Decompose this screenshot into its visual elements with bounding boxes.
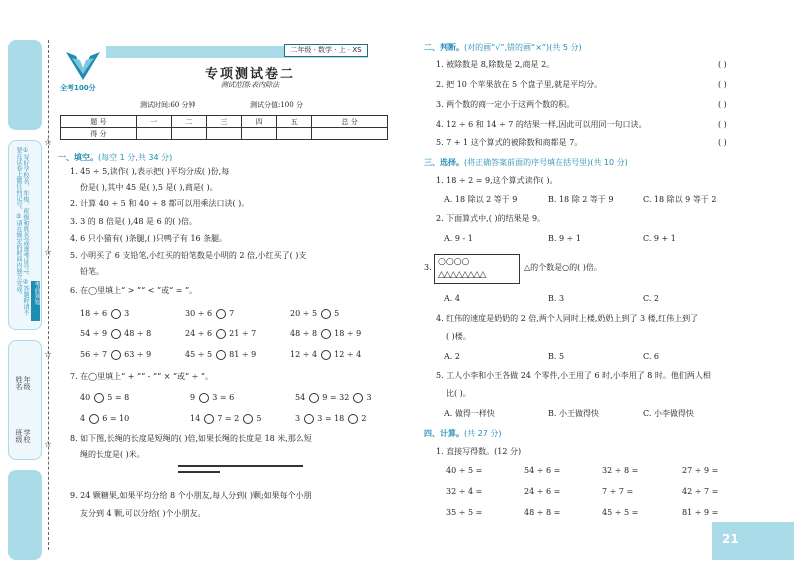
- q1-line1: 1. 45 ÷ 5,读作( ),表示把( )平均分成( )份,每: [70, 167, 230, 176]
- answer-circle[interactable]: [353, 393, 363, 403]
- answer-circle[interactable]: [204, 414, 214, 424]
- score-cell[interactable]: [171, 128, 206, 140]
- answer-circle[interactable]: [199, 393, 209, 403]
- sidebar-info-panel: [8, 340, 42, 460]
- long-rope: [178, 465, 303, 467]
- left-margin-sidebar: [8, 40, 42, 560]
- judge-item: 5. 7 + 1 这个算式的被除数和商都是 7。: [436, 138, 583, 147]
- q3: 3. 3 的 8 倍是( ),48 是 6 的( )倍。: [70, 217, 197, 226]
- compare-item: 20 ÷ 5 5: [290, 309, 340, 318]
- sidebar-notice-text: ①写好学校名、年级、班级和姓名(或准考证号)。②答题时请不要在试卷上做任何记号。③请在规定的时间内独立完成。: [15, 147, 29, 316]
- section-2-heading: 二、判断。(对的画“√”,错的画“×”)(共 5 分): [424, 43, 582, 52]
- answer-circle[interactable]: [309, 393, 319, 403]
- table-cell: 题 号: [61, 116, 137, 128]
- table-cell: 得 分: [61, 128, 137, 140]
- answer-circle[interactable]: [94, 393, 104, 403]
- test-time: 测试时间:60 分钟: [140, 101, 196, 109]
- calc-item: 32 ÷ 8 =: [602, 466, 639, 475]
- answer-circle[interactable]: [321, 329, 331, 339]
- option[interactable]: B. 5: [548, 352, 565, 361]
- table-row: [61, 116, 388, 128]
- compare-item: 48 ÷ 8 18 ÷ 9: [290, 329, 362, 338]
- calc-item: 35 ÷ 5 =: [446, 508, 483, 517]
- answer-circle[interactable]: [321, 350, 331, 360]
- table-row: [61, 128, 388, 140]
- q2: 2. 计算 40 ÷ 5 和 40 ÷ 8 都可以用乘法口诀( )。: [70, 199, 250, 208]
- answer-paren[interactable]: ( ): [718, 120, 727, 129]
- judge-item: 3. 两个数的商一定小于这两个数的积。: [436, 100, 575, 109]
- option[interactable]: C. 2: [643, 294, 660, 303]
- table-cell: 五: [277, 116, 312, 128]
- q7: 7. 在◯里填上“ + ”“ - ”“ × ”或“ ÷ ”。: [70, 372, 214, 381]
- calc-item: 42 ÷ 7 =: [682, 487, 719, 496]
- calc-item: 40 ÷ 5 =: [446, 466, 483, 475]
- option[interactable]: B. 小王做得快: [548, 409, 599, 418]
- operator-item: 54 9 = 32 3: [295, 393, 372, 402]
- operator-item: 9 3 = 6: [190, 393, 235, 402]
- compare-item: 56 ÷ 7 63 ÷ 9: [80, 350, 152, 359]
- operator-item: 40 5 = 8: [80, 393, 130, 402]
- sidebar-label-grade: 年级: [23, 376, 31, 390]
- calc-item: 27 ÷ 9 =: [682, 466, 719, 475]
- section-4-heading: 四、计算。(共 27 分): [424, 429, 502, 438]
- option[interactable]: A. 18 除以 2 等于 9: [444, 195, 518, 204]
- compare-item: 30 ÷ 6 7: [185, 309, 235, 318]
- answer-paren[interactable]: ( ): [718, 100, 727, 109]
- calc-item: 81 ÷ 9 =: [682, 508, 719, 517]
- sidebar-panel-top: [8, 40, 42, 130]
- table-cell: 总 分: [312, 116, 388, 128]
- sidebar-panel-bottom: [8, 470, 42, 560]
- score-cell[interactable]: [242, 128, 277, 140]
- rope-diagram: [178, 465, 303, 477]
- choice-q3-number: 3.: [424, 263, 432, 272]
- answer-circle[interactable]: [304, 414, 314, 424]
- answer-circle[interactable]: [216, 309, 226, 319]
- compare-item: 45 ÷ 5 81 ÷ 9: [185, 350, 257, 359]
- option[interactable]: A. 9 - 1: [444, 234, 473, 243]
- star-icon: ☆: [44, 138, 53, 148]
- star-icon: ☆: [44, 350, 53, 360]
- calc-item: 32 ÷ 4 =: [446, 487, 483, 496]
- page-subtitle: 测试范围:表内除法: [220, 81, 280, 89]
- calc-subheading: 1. 直接写得数。(12 分): [436, 447, 522, 456]
- section-3-heading: 三、选择。(将正确答案前面的序号填在括号里)(共 10 分): [424, 158, 628, 167]
- circle-shapes: ○○○○: [438, 257, 470, 267]
- calc-item: 45 ÷ 5 =: [602, 508, 639, 517]
- table-cell: 四: [242, 116, 277, 128]
- q9-line1: 9. 24 颗糖果,如果平均分给 8 个小朋友,每人分到( )颗;如果每个小朋: [70, 491, 312, 500]
- answer-paren[interactable]: ( ): [718, 80, 727, 89]
- judge-item: 1. 被除数是 8,除数是 2,商是 2。: [436, 60, 555, 69]
- answer-circle[interactable]: [321, 309, 331, 319]
- sidebar-notice-panel: [8, 140, 42, 330]
- q9-line2: 友分到 4 颗,可以分给( )个小朋友。: [80, 509, 206, 518]
- compare-item: 54 ÷ 9 48 ÷ 8: [80, 329, 152, 338]
- section-1-heading: 一、填空。(每空 1 分,共 34 分): [58, 153, 173, 162]
- answer-circle[interactable]: [216, 329, 226, 339]
- judge-item: 2. 把 10 个苹果放在 5 个盘子里,就是平均分。: [436, 80, 603, 89]
- option[interactable]: B. 9 ÷ 1: [548, 234, 581, 243]
- option[interactable]: C. 9 + 1: [643, 234, 676, 243]
- sidebar-label-class: 班级: [15, 429, 23, 443]
- table-cell: 三: [206, 116, 241, 128]
- q1-line2: 份是( ),其中 45 是( ),5 是( ),商是( )。: [80, 183, 218, 192]
- answer-circle[interactable]: [216, 350, 226, 360]
- compare-item: 18 ÷ 6 3: [80, 309, 130, 318]
- score-cell[interactable]: [312, 128, 388, 140]
- sidebar-notice-tag: 考前须知: [31, 281, 40, 321]
- answer-circle[interactable]: [111, 309, 121, 319]
- short-rope: [178, 471, 220, 473]
- sidebar-label-school: 学校: [23, 429, 31, 443]
- table-cell: 二: [171, 116, 206, 128]
- operator-item: 4 6 = 10: [80, 414, 130, 423]
- answer-paren[interactable]: ( ): [718, 60, 727, 69]
- answer-circle[interactable]: [111, 350, 121, 360]
- score-cell[interactable]: [206, 128, 241, 140]
- option[interactable]: A. 做得一样快: [444, 409, 495, 418]
- calc-item: 48 ÷ 8 =: [524, 508, 561, 517]
- choice-q1: 1. 18 ÷ 2 = 9,这个算式读作( )。: [436, 176, 558, 185]
- choice-q4-line2: ( )楼。: [446, 332, 471, 341]
- triangle-shapes: △△△△△△△△: [438, 270, 486, 280]
- table-cell: 一: [136, 116, 171, 128]
- option[interactable]: C. 6: [643, 352, 660, 361]
- test-score: 测试分值:100 分: [250, 101, 303, 109]
- star-icon: ☆: [44, 248, 53, 258]
- logo-text: 全考100分: [60, 84, 96, 92]
- grade-tag: 二年级 · 数学 · 上 · XS: [284, 44, 368, 57]
- q5-line2: 铅笔。: [80, 267, 104, 276]
- choice-q5-line1: 5. 工人小李和小王各做 24 个零件,小王用了 6 时,小李用了 8 时。他们两人相: [436, 371, 711, 380]
- fold-line: [48, 40, 49, 550]
- calc-item: 24 ÷ 6 =: [524, 487, 561, 496]
- q4: 4. 6 只小猫有( )条腿,( )只鸭子有 16 条腿。: [70, 234, 228, 243]
- page-number: 21: [712, 522, 794, 560]
- q5-line1: 5. 小明买了 6 支铅笔,小红买的铅笔数是小明的 2 倍,小红买了( )支: [70, 251, 307, 260]
- choice-q3: △的个数是○的( )倍。: [524, 263, 602, 272]
- option[interactable]: B. 3: [548, 294, 565, 303]
- calc-item: 7 ÷ 7 =: [602, 487, 634, 496]
- option[interactable]: C. 小李做得快: [643, 409, 694, 418]
- answer-circle[interactable]: [243, 414, 253, 424]
- option[interactable]: A. 4: [444, 294, 460, 303]
- option[interactable]: A. 2: [444, 352, 460, 361]
- answer-paren[interactable]: ( ): [718, 138, 727, 147]
- star-icon: ☆: [44, 440, 53, 450]
- option[interactable]: B. 18 除 2 等于 9: [548, 195, 614, 204]
- answer-circle[interactable]: [348, 414, 358, 424]
- q8-line2: 绳的长度是( )米。: [80, 450, 145, 459]
- score-table: [60, 115, 388, 140]
- q8-line1: 8. 如下图,长绳的长度是短绳的( )倍,如果长绳的长度是 18 米,那么短: [70, 434, 312, 443]
- operator-item: 14 7 = 2 5: [190, 414, 262, 423]
- operator-item: 3 3 = 18 2: [295, 414, 367, 423]
- choice-q4-line1: 4. 红伟的速度是奶奶的 2 倍,两个人同时上楼,奶奶上到了 3 楼,红伟上到了: [436, 314, 699, 323]
- choice-q5-line2: 比( )。: [446, 389, 471, 398]
- score-cell[interactable]: [136, 128, 171, 140]
- answer-circle[interactable]: [89, 414, 99, 424]
- compare-item: 12 ÷ 4 12 ÷ 4: [290, 350, 362, 359]
- calc-item: 54 ÷ 6 =: [524, 466, 561, 475]
- choice-q2: 2. 下面算式中,( )的结果是 9。: [436, 214, 546, 223]
- sidebar-label-name: 姓名: [15, 376, 23, 390]
- judge-item: 4. 12 ÷ 6 和 14 ÷ 7 的结果一样,因此可以用同一句口诀。: [436, 120, 647, 129]
- answer-circle[interactable]: [111, 329, 121, 339]
- q6: 6. 在◯里填上“ > ”“ < ”或“ = ”。: [70, 286, 198, 295]
- score-cell[interactable]: [277, 128, 312, 140]
- shapes-box: [434, 254, 520, 284]
- option[interactable]: C. 18 除以 9 等于 2: [643, 195, 717, 204]
- page-title: 专项测试卷二: [204, 67, 295, 82]
- compare-item: 24 ÷ 6 21 ÷ 7: [185, 329, 257, 338]
